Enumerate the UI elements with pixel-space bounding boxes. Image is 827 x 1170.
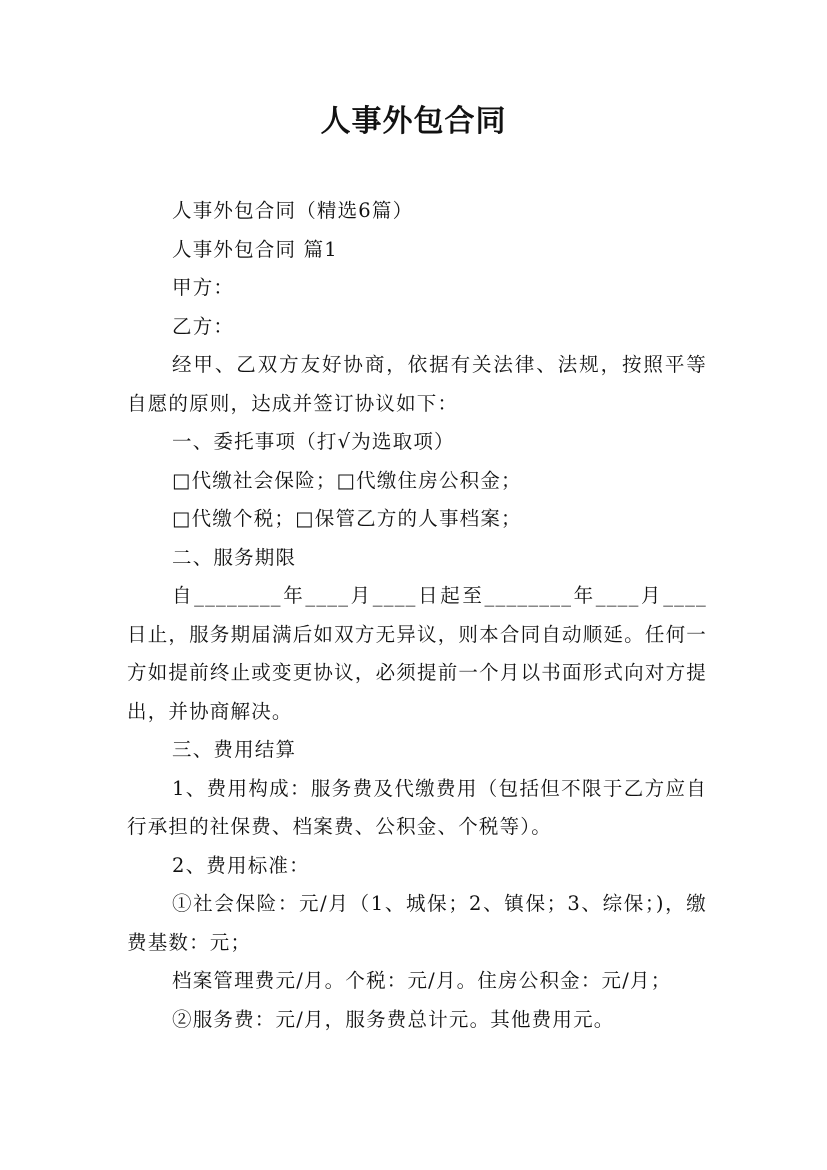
paragraph-subheading: 人事外包合同 篇1 [172, 237, 338, 261]
paragraph-term: 自________年____月____日起至________年____月____日止，服务期届满后如双方无异议，则本合同自动顺延。任何一方如提前终止或变更协议，必须提前一个月以书面形式向对方提出，并协商解决。 [127, 584, 707, 723]
paragraph-service-fee: ②服务费：元/月，服务费总计元。其他费用元。 [172, 1007, 615, 1031]
paragraph-heading: 人事外包合同（精选6篇） [172, 199, 414, 222]
checkbox-line-1: □代缴社会保险；□代缴住房公积金； [172, 468, 522, 492]
paragraph-preamble: 经甲、乙双方友好协商，依据有关法律、法规，按照平等自愿的原则，达成并签订协议如下： [127, 353, 707, 415]
paragraph-fee-composition: 1、费用构成：服务费及代缴费用（包括但不限于乙方应自行承担的社保费、档案费、公积金、个税等）。 [127, 776, 707, 838]
section-heading-term: 二、服务期限 [172, 545, 297, 569]
paragraph-archive-fee: 档案管理费元/月。个税：元/月。住房公积金：元/月； [172, 969, 672, 992]
document-body [127, 192, 707, 1039]
paragraph-fee-standard: 2、费用标准： [172, 853, 310, 877]
paragraph-party-a: 甲方： [172, 276, 235, 299]
page-title: 人事外包合同 [320, 104, 507, 139]
paragraph-party-b: 乙方： [172, 314, 235, 338]
paragraph-social-insurance: ①社会保险：元/月（1、城保；2、镇保；3、综保；)，缴费基数：元； [127, 892, 707, 954]
checkbox-line-2: □代缴个税；□保管乙方的人事档案； [172, 507, 522, 530]
section-heading-entrust: 一、委托事项（打√为选取项） [172, 430, 455, 453]
section-heading-fees: 三、费用结算 [172, 738, 297, 761]
